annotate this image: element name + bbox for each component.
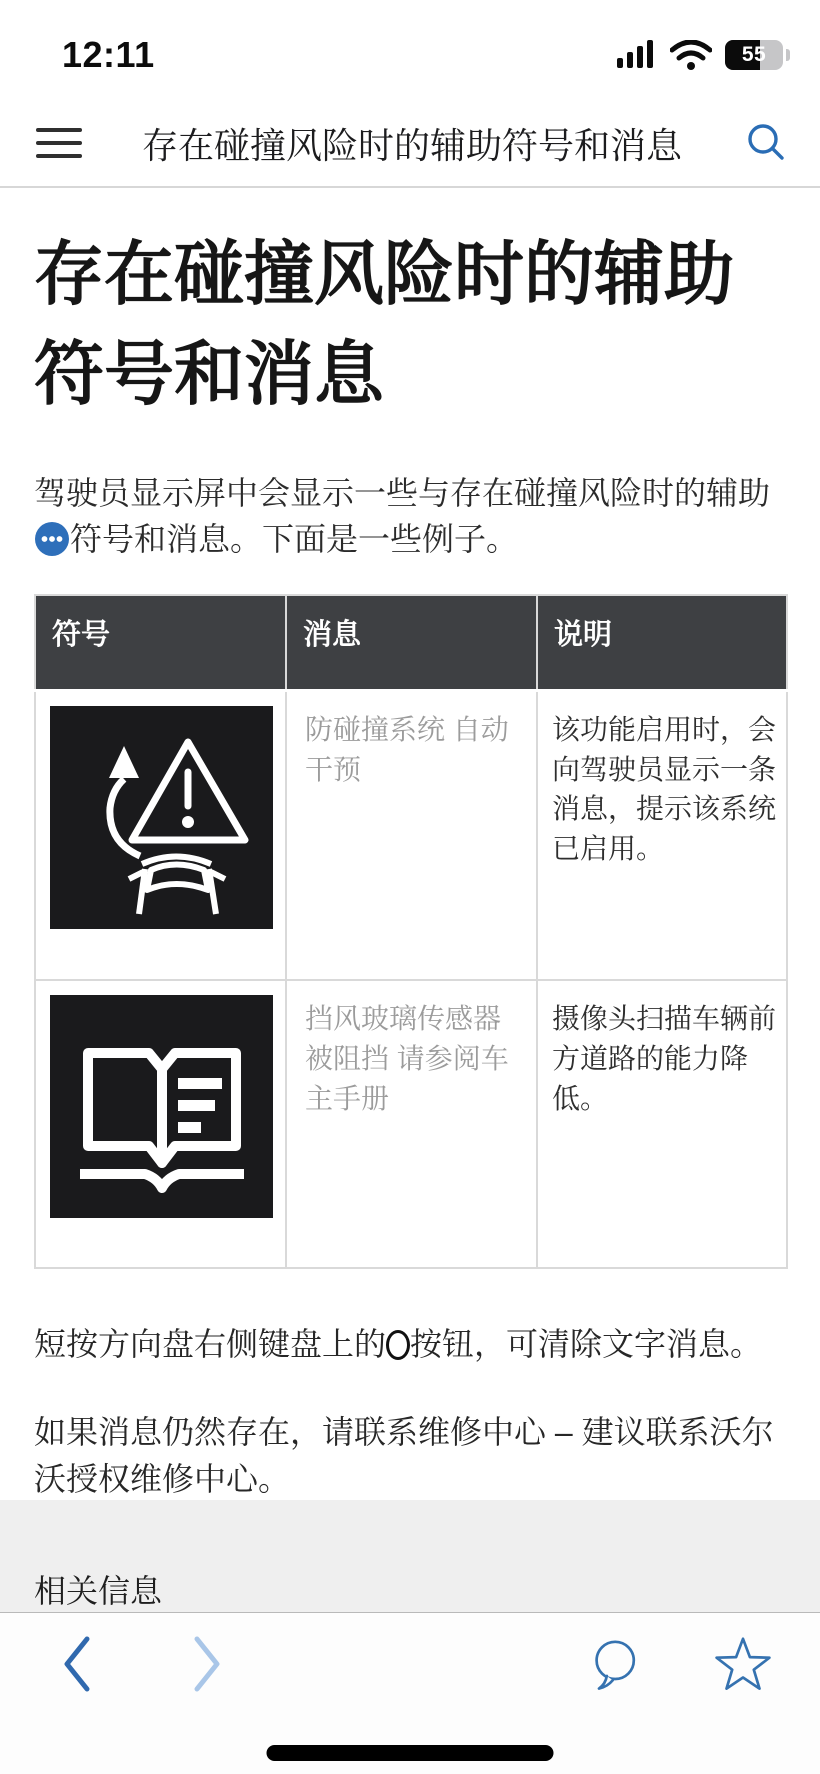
table-header-symbol: 符号	[35, 595, 286, 690]
related-info-heading: 相关信息	[34, 1573, 163, 1609]
home-indicator[interactable]	[267, 1745, 554, 1761]
table-row	[35, 690, 787, 980]
article-content	[0, 224, 820, 1502]
clear-text-before: 短按方向盘右侧键盘上的	[34, 1326, 387, 1363]
collision-avoidance-symbol-icon	[50, 706, 273, 929]
message-cell: 挡风玻璃传感器 被阻挡 请参阅车主手册	[286, 980, 537, 1268]
hamburger-menu-icon[interactable]	[36, 128, 82, 158]
description-cell: 该功能启用时，会向驾驶员显示一条消息，提示该系统已启用。	[537, 690, 787, 980]
table-header-description: 说明	[537, 595, 787, 690]
description-cell: 摄像头扫描车辆前方道路的能力降低。	[537, 980, 787, 1268]
clear-message-paragraph	[34, 1321, 786, 1367]
favorite-button[interactable]	[713, 1633, 773, 1695]
comment-button[interactable]	[584, 1633, 644, 1695]
nav-bar	[0, 100, 820, 188]
back-button[interactable]	[47, 1633, 107, 1695]
intro-text-after: 符号和消息。下面是一些例子。	[70, 521, 519, 558]
page-title: 存在碰撞风险时的辅助符号和消息	[34, 235, 734, 414]
symbol-cell	[35, 690, 286, 980]
search-icon[interactable]	[742, 119, 790, 167]
forward-icon	[190, 1634, 224, 1694]
contact-service-paragraph: 如果消息仍然存在，请联系维修中心 – 建议联系沃尔沃授权维修中心。	[34, 1414, 774, 1497]
table-header-row	[35, 595, 787, 690]
message-cell: 防碰撞系统 自动干预	[286, 690, 537, 980]
comment-bubble-icon	[584, 1632, 644, 1696]
table-header-message: 消息	[286, 595, 537, 690]
related-info-section	[0, 1500, 820, 1612]
intro-text-before: 驾驶员显示屏中会显示一些与存在碰撞风险时的辅助	[34, 475, 771, 512]
status-time: 12:11	[62, 34, 155, 75]
symbols-table	[34, 594, 788, 1269]
back-icon	[60, 1634, 94, 1694]
intro-paragraph	[34, 470, 786, 562]
driver-display-message-icon	[34, 521, 70, 557]
symbol-cell	[35, 980, 286, 1268]
status-icons	[617, 40, 790, 70]
o-button-icon	[386, 1330, 410, 1360]
forward-button[interactable]	[177, 1633, 237, 1695]
status-bar	[0, 0, 820, 100]
wifi-icon	[670, 40, 712, 70]
table-row	[35, 980, 787, 1268]
owners-manual-symbol-icon	[50, 995, 273, 1218]
battery-nub	[786, 49, 790, 61]
star-icon	[713, 1634, 773, 1694]
cellular-signal-icon	[617, 40, 657, 70]
clear-text-after: 按钮，可清除文字消息。	[410, 1326, 763, 1363]
battery-icon	[725, 40, 783, 70]
battery-percent: 55	[741, 43, 767, 66]
nav-title: 存在碰撞风险时的辅助符号和消息	[141, 124, 682, 166]
